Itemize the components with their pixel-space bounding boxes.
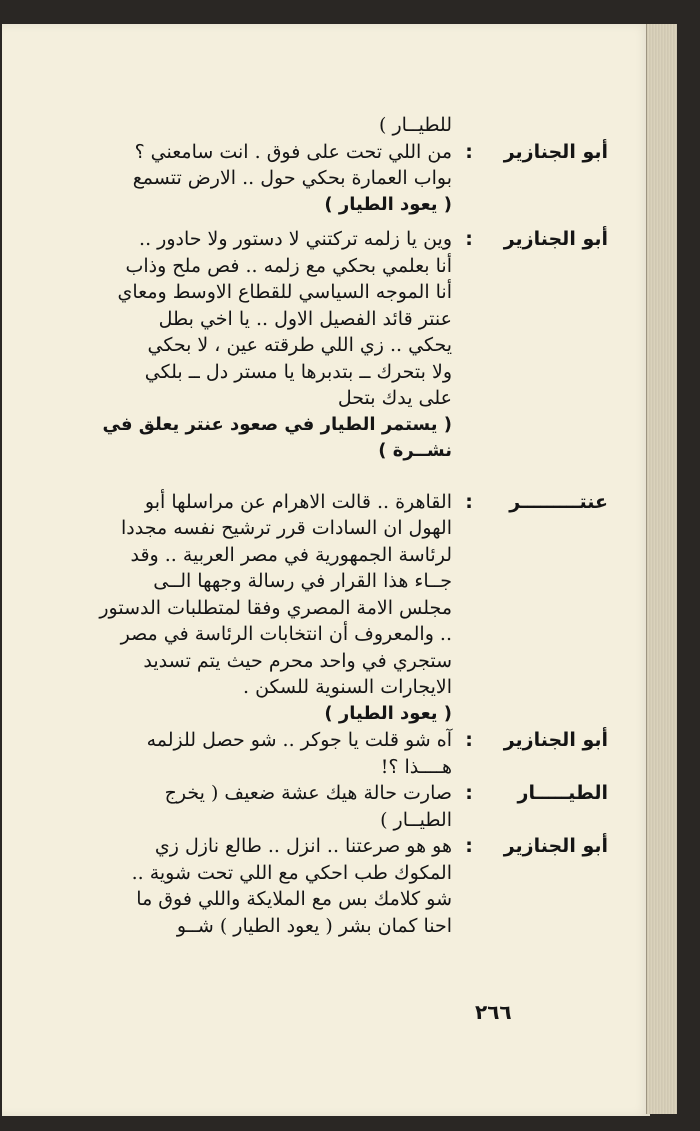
dialogue-text: شو كلامك بس مع الملايكة واللي فوق ما [136, 888, 452, 910]
dialogue-text: آه شو قلت يا جوكر .. شو حصل للزلمه [146, 729, 452, 751]
script-line [30, 332, 608, 359]
dialogue-text: الهول ان السادات قرر ترشيح نفسه مجددا [121, 517, 452, 539]
dialogue-text: صارت حالة هيك عشة ضعيف ( يخرج [164, 782, 452, 804]
dialogue-text: الايجارات السنوية للسكن . [243, 676, 452, 698]
stage-direction: نشــرة ) [378, 440, 452, 461]
script-line [30, 754, 608, 781]
dialogue-line [30, 727, 608, 754]
dialogue-text: أنا بعلمي بحكي مع زلمه .. فص ملح وذاب [125, 254, 452, 277]
speaker-name: أبو الجنازير [503, 140, 608, 163]
dialogue-text: أنا الموجه السياسي للقطاع الاوسط ومعاي [117, 281, 452, 303]
dialogue-text: وين يا زلمه تركتني لا دستور ولا حادور .. [139, 228, 452, 250]
dialogue-line [30, 139, 608, 166]
script-line [30, 279, 608, 306]
speaker-colon: : [465, 140, 473, 163]
dialogue-text: هو هو صرعتنا .. انزل .. طالع نازل زي [154, 835, 452, 857]
dialogue-text: على يدك بتحل [337, 387, 452, 409]
script-line [30, 253, 608, 280]
dialogue-line [30, 780, 608, 807]
dialogue-text: المكوك طب احكي مع اللي تحت شوية .. [131, 861, 452, 884]
script-line [30, 860, 608, 887]
stage-direction: ( يستمر الطيار في صعود عنتر يعلق في [102, 413, 452, 435]
script-line [30, 674, 608, 701]
stage-direction: ( يعود الطيار ) [324, 193, 452, 215]
dialogue-text: احنا كمان بشر ( يعود الطيار ) شــو [176, 914, 452, 937]
script-line [30, 913, 608, 940]
script-line [30, 359, 608, 386]
dialogue-text: جــاء هذا القرار في رسالة وجهها الــى [153, 570, 452, 592]
speaker-name: أبو الجنازير [503, 729, 608, 751]
dialogue-text: ولا بتحرك ــ بتدبرها يا مستر دل ــ بلكي [144, 360, 452, 383]
dialogue-text: ستجري في واحد محرم حيث يتم تسديد [143, 649, 452, 672]
dialogue-text: مجلس الامة المصري وفقا لمتطلبات الدستور [99, 596, 452, 619]
dialogue-text: لرئاسة الجمهورية في مصر العربية .. وقد [130, 543, 452, 566]
script-line [30, 595, 608, 622]
dialogue-line [30, 226, 608, 253]
script-line [30, 515, 608, 542]
dialogue-text: الطيــار ) [380, 808, 452, 831]
speaker-colon: : [465, 729, 473, 751]
dialogue-text: يحكي .. زي اللي طرقته عين ، لا بحكي [147, 334, 452, 356]
script-line [30, 306, 608, 333]
speaker-name: الطيـــــار [517, 782, 608, 804]
script-line [30, 165, 608, 192]
speaker-name: عنتـــــــــر [509, 490, 608, 513]
dialogue-text: هــــذا ؟! [380, 755, 452, 778]
dialogue-text: القاهرة .. قالت الاهرام عن مراسلها أبو [144, 490, 452, 513]
dialogue-text: عنتر قائد الفصيل الاول .. يا اخي بطل [158, 307, 452, 330]
page-number: ٢٦٦ [475, 1000, 512, 1024]
continued-direction: للطيــار ) [379, 114, 452, 136]
speaker-colon: : [465, 835, 473, 857]
script-line [30, 621, 608, 648]
speaker-colon: : [465, 490, 473, 513]
speaker-name: أبو الجنازير [503, 835, 608, 857]
speaker-colon: : [465, 782, 473, 804]
script-line [30, 542, 608, 569]
dialogue-text: بواب العمارة بحكي حول .. الارض تتسمع [132, 167, 452, 189]
script-line [30, 648, 608, 675]
play-script [30, 112, 608, 939]
script-line [30, 192, 608, 219]
script-line [30, 886, 608, 913]
stage-direction: ( يعود الطيار ) [324, 702, 452, 724]
script-line [30, 807, 608, 834]
dialogue-text: .. والمعروف أن انتخابات الرئاسة في مصر [120, 623, 452, 645]
speaker-colon: : [465, 228, 473, 250]
script-line [30, 385, 608, 412]
script-line [30, 568, 608, 595]
page-edges [646, 24, 677, 1114]
speaker-name: أبو الجنازير [503, 228, 608, 250]
script-line [30, 112, 608, 139]
script-line [30, 412, 608, 439]
dialogue-line [30, 833, 608, 860]
script-line [30, 701, 608, 728]
script-line [30, 438, 608, 465]
dialogue-line [30, 489, 608, 516]
dialogue-text: من اللي تحت على فوق . انت سامعني ؟ [134, 140, 452, 163]
